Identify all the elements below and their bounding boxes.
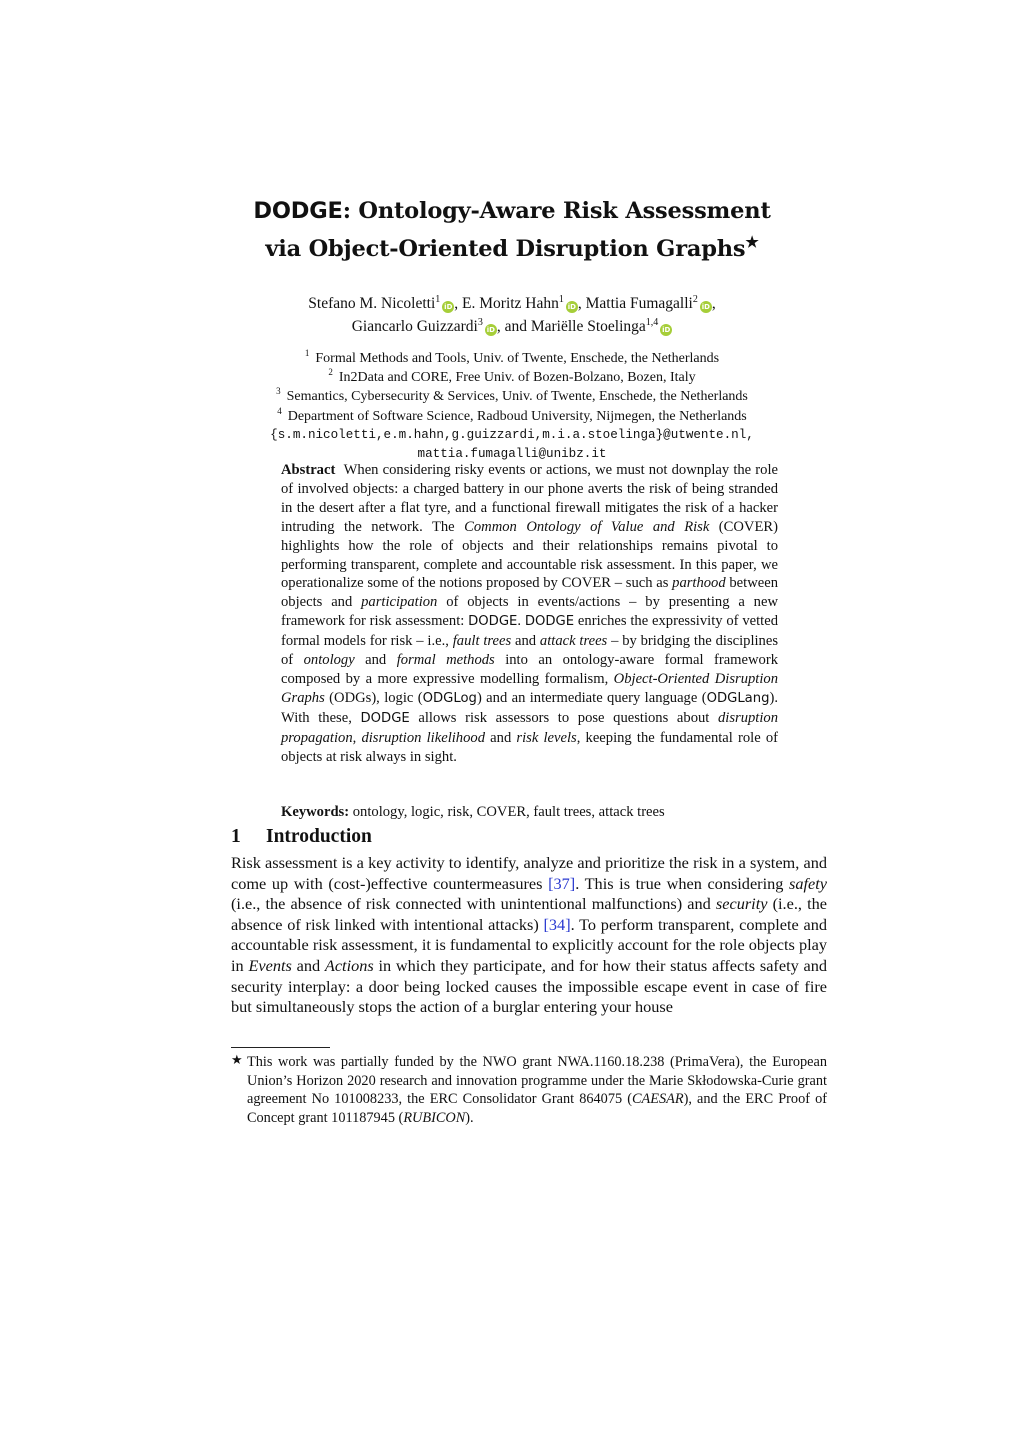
author-name: Stefano M. Nicoletti xyxy=(308,295,436,312)
keywords-text: ontology, logic, risk, COVER, fault trees, attack trees xyxy=(349,804,665,820)
body-text: . This is true when considering xyxy=(575,873,790,893)
author-list xyxy=(0,292,1024,338)
body-emphasis: safety xyxy=(789,873,827,893)
affiliation-item xyxy=(0,368,1024,387)
section-number: 1 xyxy=(231,826,241,847)
abstract-emphasis: formal methods xyxy=(396,652,495,669)
title-framework-name: DODGE xyxy=(253,198,343,224)
abstract-emphasis: fault trees xyxy=(452,633,512,650)
abstract-text: . xyxy=(517,613,525,630)
abstract-text: of objects in events/actions – by presenting a new framework for risk assessment: xyxy=(281,594,778,630)
affiliation-list xyxy=(0,349,1024,464)
footnote-emphasis: RUBICON xyxy=(403,1109,466,1126)
affiliation-text: In2Data and CORE, Free Univ. of Bozen-Bolzano, Bozen, Italy xyxy=(338,370,696,386)
author-line-2 xyxy=(0,315,1024,338)
orcid-icon[interactable]: iD xyxy=(486,326,495,334)
body-text: in which they participate, and for how their status affects safety and security interplay: a door being locked causes the impossible escape event in case of fire but simultaneously stops the action of a burglar entering your house xyxy=(231,955,827,1017)
affiliation-number: 1 xyxy=(304,348,310,358)
body-text: (i.e., the absence of risk linked with intentional attacks) xyxy=(231,894,827,934)
logic-name: ODGLog xyxy=(422,690,477,706)
author-affil-sup: 1,4 xyxy=(645,317,659,328)
footnote xyxy=(231,1053,827,1127)
abstract-text: allows risk assessors to pose questions about xyxy=(409,709,718,726)
abstract-emphasis: disruption likelihood xyxy=(361,729,485,746)
author-name: Giancarlo Guizzardi xyxy=(351,318,478,335)
author-name: Mariëlle Stoelinga xyxy=(530,318,646,335)
abstract-text: , keeping the fundamental role of objects at risk always in sight. xyxy=(281,729,779,765)
body-emphasis: Actions xyxy=(324,955,374,975)
email-line-1[interactable]: {s.m.nicoletti,e.m.hahn,g.guizzardi,m.i.a.stoelinga}@utwente.nl, xyxy=(270,427,754,442)
orcid-icon[interactable]: iD xyxy=(662,326,671,334)
title-line2: via Object-Oriented Disruption Graphs xyxy=(265,236,746,262)
paper-title xyxy=(0,196,1024,265)
abstract-text: into an ontology-aware formal framework composed by a more expressive modelling formalism, xyxy=(281,652,778,687)
body-text: and xyxy=(291,955,325,975)
abstract-text: – by bridging the disciplines of xyxy=(281,633,779,669)
author-name: Mattia Fumagalli xyxy=(585,295,693,312)
author-affil-sup: 1 xyxy=(558,294,564,305)
orcid-icon[interactable]: iD xyxy=(701,303,710,311)
abstract-emphasis: ontology xyxy=(303,652,355,669)
section-title: Introduction xyxy=(266,826,372,847)
abstract-text: between objects and xyxy=(281,575,778,611)
affiliation-number: 3 xyxy=(276,386,281,397)
footnote-text: This work was partially funded by the NWO grant NWA.1160.18.238 (PrimaVera), the European Union’s Horizon 2020 research and innovation programme under the Marie Skłodowska-Curie grant agreement No 101008233, the ERC Consolidator Grant 864075 ( xyxy=(247,1054,827,1108)
abstract-text: enriches the expressivity of vetted formal models for risk – i.e., xyxy=(281,613,779,650)
body-emphasis: security xyxy=(715,894,768,914)
affiliation-text: Formal Methods and Tools, Univ. of Twente, Enschede, the Netherlands xyxy=(315,351,720,366)
keywords xyxy=(281,803,778,822)
abstract-emphasis: attack trees xyxy=(539,633,608,650)
author-affil-sup: 3 xyxy=(477,317,483,328)
abstract-emphasis: participation xyxy=(361,594,438,611)
affiliation-item xyxy=(0,407,1024,426)
abstract-text: (ODGs), logic ( xyxy=(324,689,423,706)
author-name: E. Moritz Hahn xyxy=(462,295,559,312)
abstract-emphasis: risk levels xyxy=(516,729,577,746)
abstract-text: and xyxy=(354,652,397,669)
section-heading-introduction xyxy=(231,826,372,848)
abstract-text: (COVER) highlights how the role of objects and their relationships remains pivotal to performing transparent, complete and accountable risk assessment. In this paper, we operationalize some of the notions proposed by COVER – such as xyxy=(281,518,778,592)
affiliation-text: Department of Software Science, Radboud University, Nijmegen, the Netherlands xyxy=(287,408,747,424)
framework-name: DODGE xyxy=(468,614,518,630)
body-emphasis: Events xyxy=(248,955,292,975)
abstract-emphasis: Object-Oriented Disruption Graphs xyxy=(281,670,778,706)
keywords-label: Keywords: xyxy=(281,804,350,820)
author-separator: , xyxy=(577,295,586,312)
affiliation-item xyxy=(0,349,1024,368)
abstract-text: , xyxy=(352,729,362,746)
author-affil-sup: 1 xyxy=(435,294,441,305)
author-separator: , xyxy=(711,295,716,312)
footnote-rule xyxy=(231,1047,330,1048)
affiliation-number: 4 xyxy=(277,405,282,416)
body-text: (i.e., the absence of risk connected with unintentional malfunctions) and xyxy=(231,894,716,914)
author-affil-sup: 2 xyxy=(692,294,698,305)
abstract-emphasis: parthood xyxy=(672,575,726,592)
abstract-text: ). With these, xyxy=(281,689,778,726)
body-text: . To perform transparent, complete and accountable risk assessment, it is fundamental to explicitly account for the role objects play in xyxy=(231,914,827,975)
query-language-name: ODGLang xyxy=(706,690,770,706)
abstract-text: ) and an intermediate query language ( xyxy=(476,689,707,706)
abstract-label: Abstract xyxy=(281,462,336,478)
introduction-paragraph xyxy=(231,853,827,1018)
orcid-icon[interactable]: iD xyxy=(444,303,453,311)
abstract-text: and xyxy=(485,729,517,746)
citation-link[interactable]: [34] xyxy=(543,914,571,934)
citation-link[interactable]: [37] xyxy=(548,873,576,893)
framework-name: DODGE xyxy=(524,614,575,630)
author-separator: , xyxy=(454,295,463,312)
title-line1-rest: : Ontology-Aware Risk Assessment xyxy=(342,198,771,224)
affiliation-number: 2 xyxy=(328,367,333,378)
author-line-1 xyxy=(0,292,1024,315)
author-separator: , and xyxy=(496,318,531,335)
orcid-icon[interactable]: iD xyxy=(567,303,576,311)
email-line-2[interactable]: mattia.fumagalli@unibz.it xyxy=(417,447,607,462)
affiliation-text: Semantics, Cybersecurity & Services, Univ. of Twente, Enschede, the Netherlands xyxy=(286,389,748,405)
affiliation-item xyxy=(0,387,1024,406)
footnote-emphasis: CAESAR xyxy=(631,1091,684,1108)
abstract-text: and xyxy=(511,633,540,650)
body-text: Risk assessment is a key activity to identify, analyze and prioritize the risk in a system, and come up with (cost-)effective countermeasures xyxy=(231,853,827,893)
abstract-emphasis: disruption propagation xyxy=(281,709,778,746)
footnote-text: ), and the ERC Proof of Concept grant 101187945 ( xyxy=(247,1091,827,1126)
footnote-star: ★ xyxy=(231,1052,243,1067)
abstract-emphasis: Common Ontology of Value and Risk xyxy=(464,518,710,535)
framework-name: DODGE xyxy=(360,710,410,726)
title-footnote-star: ★ xyxy=(745,233,759,251)
abstract-text: When considering risky events or actions, we must not downplay the role of involved objects: a charged battery in our phone averts the risk of being stranded in the desert after a flat tyre, and a functional firewall mitigates the risk of a hacker intruding the network. The xyxy=(281,462,778,535)
footnote-text: ). xyxy=(465,1109,474,1126)
abstract xyxy=(281,461,778,767)
